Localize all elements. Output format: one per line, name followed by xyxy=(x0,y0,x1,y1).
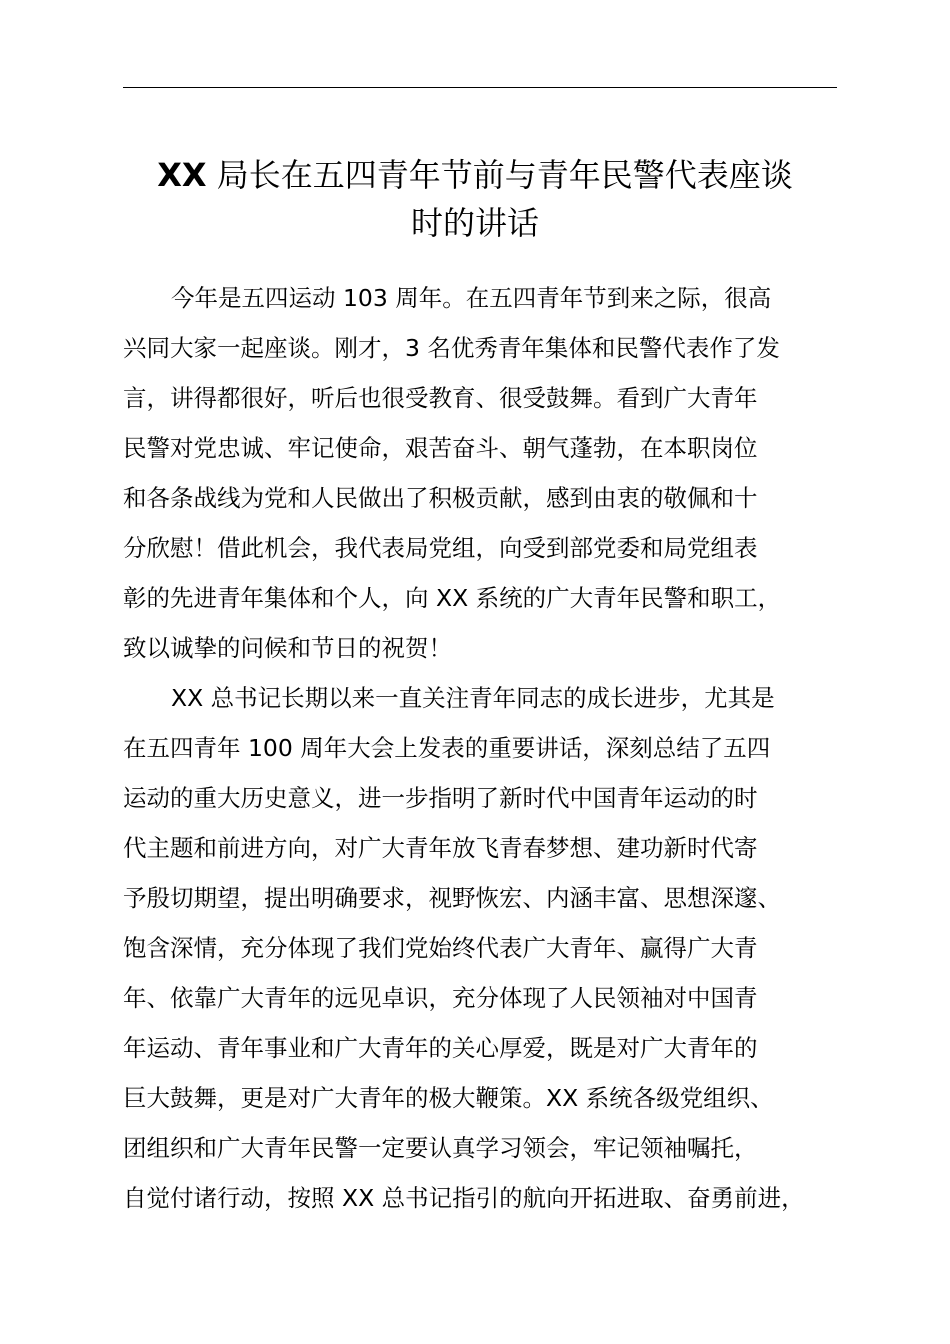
paragraph-1-line: 致以诚挚的问候和节日的祝贺！ xyxy=(123,634,452,662)
document-title-line-1 xyxy=(100,150,850,200)
document-title-line-2: 时的讲话 xyxy=(410,204,539,242)
paragraph-2-line: 运动的重大历史意义，进一步指明了新时代中国青年运动的时 xyxy=(123,784,758,812)
title-prefix: XX xyxy=(157,156,207,194)
paragraph-1-line: 彰的先进青年集体和个人，向 XX 系统的广大青年民警和职工， xyxy=(123,584,782,612)
paragraph-1-line: 民警对党忠诚、牢记使命，艰苦奋斗、朝气蓬勃，在本职岗位 xyxy=(123,434,758,462)
paragraph-1-line: 兴同大家一起座谈。刚才，3 名优秀青年集体和民警代表作了发 xyxy=(123,334,780,362)
paragraph-1-line: 分欣慰！借此机会，我代表局党组，向受到部党委和局党组表 xyxy=(123,534,758,562)
paragraph-2-line: 年运动、青年事业和广大青年的关心厚爱，既是对广大青年的 xyxy=(123,1034,758,1062)
paragraph-2-line: 代主题和前进方向，对广大青年放飞青春梦想、建功新时代寄 xyxy=(123,834,758,862)
paragraph-1-line: 今年是五四运动 103 周年。在五四青年节到来之际，很高 xyxy=(171,284,772,312)
paragraph-2-line: 年、依靠广大青年的远见卓识，充分体现了人民领袖对中国青 xyxy=(123,984,758,1012)
paragraph-2-line: 自觉付诸行动，按照 XX 总书记指引的航向开拓进取、奋勇前进， xyxy=(123,1184,805,1212)
paragraph-2-line: 团组织和广大青年民警一定要认真学习领会，牢记领袖嘱托， xyxy=(123,1134,758,1162)
paragraph-2-line: 饱含深情，充分体现了我们党始终代表广大青年、赢得广大青 xyxy=(123,934,758,962)
paragraph-2-line: 在五四青年 100 周年大会上发表的重要讲话，深刻总结了五四 xyxy=(123,734,771,762)
paragraph-2-line: XX 总书记长期以来一直关注青年同志的成长进步，尤其是 xyxy=(171,684,775,712)
title-line-1-text: 局长在五四青年节前与青年民警代表座谈 xyxy=(216,156,793,194)
paragraph-1-line: 和各条战线为党和人民做出了积极贡献，感到由衷的敬佩和十 xyxy=(123,484,758,512)
header-rule xyxy=(123,87,837,88)
paragraph-2-line: 巨大鼓舞，更是对广大青年的极大鞭策。XX 系统各级党组织、 xyxy=(123,1084,774,1112)
paragraph-1-line: 言，讲得都很好，听后也很受教育、很受鼓舞。看到广大青年 xyxy=(123,384,758,412)
paragraph-2-line: 予殷切期望，提出明确要求，视野恢宏、内涵丰富、思想深邃、 xyxy=(123,884,781,912)
